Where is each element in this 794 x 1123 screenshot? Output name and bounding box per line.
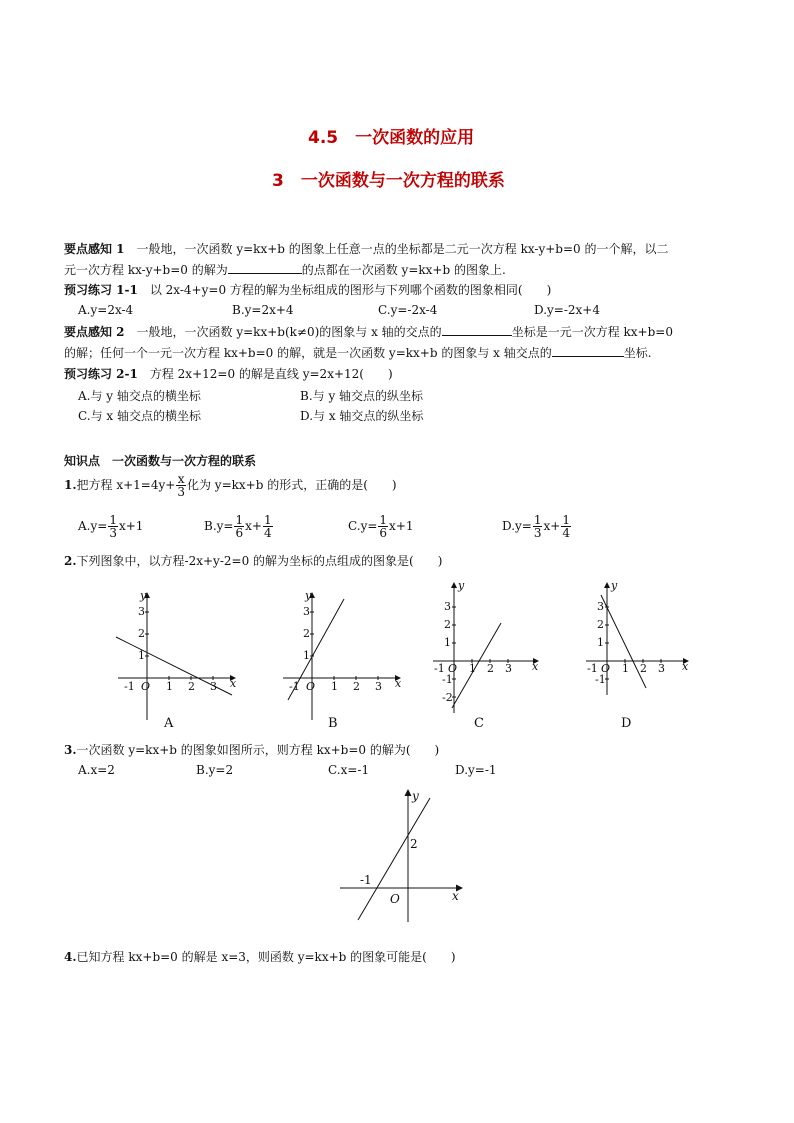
practice-1-1-option-a[interactable]: A.y=2x-4 — [78, 303, 134, 317]
svg-text:-1: -1 — [595, 673, 606, 686]
key-point-1-label: 要点感知 1 — [64, 242, 125, 256]
question-1-option-d[interactable]: D.y= $\frac{1}{3}$ x+ $\frac{1}{4}$ — [502, 513, 570, 540]
svg-text:x: x — [230, 677, 237, 690]
key-point-2-cont — [64, 344, 652, 362]
svg-text:2: 2 — [303, 627, 310, 640]
key-point-1-text-b2: 的点都在一次函数 y=kx+b 的图象上. — [301, 263, 506, 277]
question-1 — [64, 470, 397, 500]
key-point-2-label: 要点感知 2 — [64, 325, 125, 339]
question-3-option-d[interactable]: D.y=-1 — [455, 763, 497, 777]
practice-1-1-text: 以 2x-4+y=0 方程的解为坐标组成的图形与下列哪个函数的图象相同( ) — [137, 283, 552, 297]
question-2-text: 下列图象中，以方程-2x+y-2=0 的解为坐标的点组成的图象是( ) — [76, 554, 443, 568]
svg-text:x: x — [532, 660, 539, 673]
practice-2-1-option-a[interactable]: A.与 y 轴交点的横坐标 — [78, 389, 201, 403]
svg-text:2: 2 — [138, 627, 145, 640]
section-title: 知识点 一次函数与一次方程的联系 — [64, 454, 257, 468]
practice-1-1-option-d[interactable]: D.y=-2x+4 — [534, 303, 600, 317]
svg-text:y: y — [458, 579, 465, 592]
answer-blank[interactable] — [552, 344, 624, 357]
svg-text:3: 3 — [505, 662, 512, 675]
svg-text:-2: -2 — [442, 691, 453, 704]
svg-text:2: 2 — [353, 680, 360, 693]
answer-blank[interactable] — [228, 261, 302, 274]
svg-text:1: 1 — [331, 680, 338, 693]
svg-text:-1: -1 — [360, 873, 372, 887]
question-number: 1. — [64, 478, 77, 492]
svg-text:-1: -1 — [289, 680, 300, 693]
key-point-2-text-b2: 坐标. — [623, 346, 652, 360]
answer-blank[interactable] — [442, 323, 512, 336]
svg-text:x: x — [682, 660, 689, 673]
question-3 — [64, 741, 439, 758]
svg-text:2: 2 — [640, 662, 647, 675]
key-point-2-text-a2: 坐标是一元一次方程 kx+b=0 — [511, 325, 673, 339]
graph-b — [283, 593, 400, 720]
practice-2-1 — [64, 365, 393, 383]
svg-text:y: y — [305, 589, 312, 602]
question-1-option-b[interactable]: B.y= $\frac{1}{6}$ x+ $\frac{1}{4}$ — [204, 513, 272, 540]
svg-text:3: 3 — [138, 605, 145, 618]
svg-text:-1: -1 — [442, 673, 453, 686]
question-1-option-c[interactable]: C.y= $\frac{1}{6}$ x+1 — [348, 513, 414, 540]
svg-text:1: 1 — [622, 662, 629, 675]
graph-label-a: A — [164, 716, 174, 731]
svg-text:2: 2 — [444, 618, 451, 631]
svg-text:-1: -1 — [434, 662, 445, 675]
svg-text:3: 3 — [210, 680, 217, 693]
svg-text:1: 1 — [166, 680, 173, 693]
question-3-option-b[interactable]: B.y=2 — [196, 763, 234, 777]
question-number: 3. — [64, 743, 77, 757]
question-3-option-a[interactable]: A.x=2 — [78, 763, 115, 777]
svg-text:O: O — [306, 680, 316, 693]
practice-1-1-option-c[interactable]: C.y=-2x-4 — [378, 303, 438, 317]
svg-text:1: 1 — [469, 662, 476, 675]
key-point-1-text-b1: 元一次方程 kx-y+b=0 的解为 — [64, 263, 228, 277]
question-4-text: 已知方程 kx+b=0 的解是 x=3，则函数 y=kx+b 的图象可能是( ) — [76, 950, 456, 964]
key-point-1-cont — [64, 261, 506, 279]
key-point-1 — [64, 240, 669, 258]
question-1-text-a: 把方程 x+1=4y+ — [76, 478, 176, 492]
svg-text:y: y — [140, 589, 147, 602]
svg-text:x: x — [452, 889, 459, 903]
question-number: 2. — [64, 554, 77, 568]
practice-2-1-text: 方程 2x+12=0 的解是直线 y=2x+12( ) — [137, 367, 393, 381]
svg-text:-1: -1 — [124, 680, 135, 693]
question-3-text: 一次函数 y=kx+b 的图象如图所示，则方程 kx+b=0 的解为( ) — [76, 743, 440, 757]
svg-text:-1: -1 — [587, 662, 598, 675]
question-number: 4. — [64, 950, 77, 964]
question-2-graphs — [100, 575, 700, 740]
svg-text:2: 2 — [410, 837, 418, 851]
svg-text:2: 2 — [188, 680, 195, 693]
svg-text:3: 3 — [375, 680, 382, 693]
graph-label-b: B — [328, 716, 338, 731]
page-subtitle: 3 一次函数与一次方程的联系 — [272, 171, 505, 191]
svg-text:y: y — [611, 579, 618, 592]
practice-2-1-option-c[interactable]: C.与 x 轴交点的横坐标 — [78, 409, 201, 423]
svg-text:3: 3 — [444, 600, 451, 613]
practice-2-1-label: 预习练习 2-1 — [64, 367, 138, 381]
svg-text:O: O — [141, 680, 151, 693]
svg-text:1: 1 — [597, 636, 604, 649]
practice-2-1-option-d[interactable]: D.与 x 轴交点的纵坐标 — [300, 409, 424, 423]
svg-text:O: O — [448, 662, 458, 675]
svg-text:3: 3 — [303, 605, 310, 618]
practice-2-1-option-b[interactable]: B.与 y 轴交点的纵坐标 — [300, 389, 424, 403]
key-point-2-text-a1: 一般地，一次函数 y=kx+b(k≠0)的图象与 x 轴的交点的 — [124, 325, 442, 339]
practice-1-1-label: 预习练习 1-1 — [64, 283, 138, 297]
svg-text:1: 1 — [138, 649, 145, 662]
question-1-text-b: 化为 y=kx+b 的形式，正确的是( ) — [186, 478, 397, 492]
svg-text:O: O — [390, 892, 400, 906]
svg-text:O: O — [601, 662, 611, 675]
graph-label-d: D — [621, 716, 632, 731]
svg-text:2: 2 — [487, 662, 494, 675]
key-point-2 — [64, 323, 673, 341]
key-point-1-text: 一般地，一次函数 y=kx+b 的图象上任意一点的坐标都是二元一次方程 kx-y+b=0 的一个解，以二 — [124, 242, 669, 256]
question-2 — [64, 552, 442, 569]
svg-text:2: 2 — [597, 618, 604, 631]
question-4 — [64, 948, 456, 965]
graph-a — [116, 593, 235, 720]
key-point-2-text-b1: 的解；任何一个一元一次方程 kx+b=0 的解，就是一次函数 y=kx+b 的图象与 x 轴交点的 — [64, 346, 552, 360]
practice-1-1 — [64, 281, 551, 299]
svg-text:1: 1 — [444, 636, 451, 649]
svg-text:y: y — [412, 789, 419, 803]
question-3-graph — [330, 780, 470, 930]
question-3-option-c[interactable]: C.x=-1 — [328, 763, 370, 777]
practice-1-1-option-b[interactable]: B.y=2x+4 — [232, 303, 294, 317]
question-1-option-a[interactable]: A.y= $\frac{1}{3}$ x+1 — [78, 513, 144, 540]
graph-label-c: C — [474, 716, 484, 731]
svg-text:3: 3 — [597, 600, 604, 613]
svg-text:1: 1 — [303, 649, 310, 662]
svg-text:x: x — [395, 677, 402, 690]
fraction: $\frac{x}{3}$ — [177, 472, 185, 499]
svg-text:3: 3 — [658, 662, 665, 675]
page-title: 4.5 一次函数的应用 — [308, 128, 475, 148]
